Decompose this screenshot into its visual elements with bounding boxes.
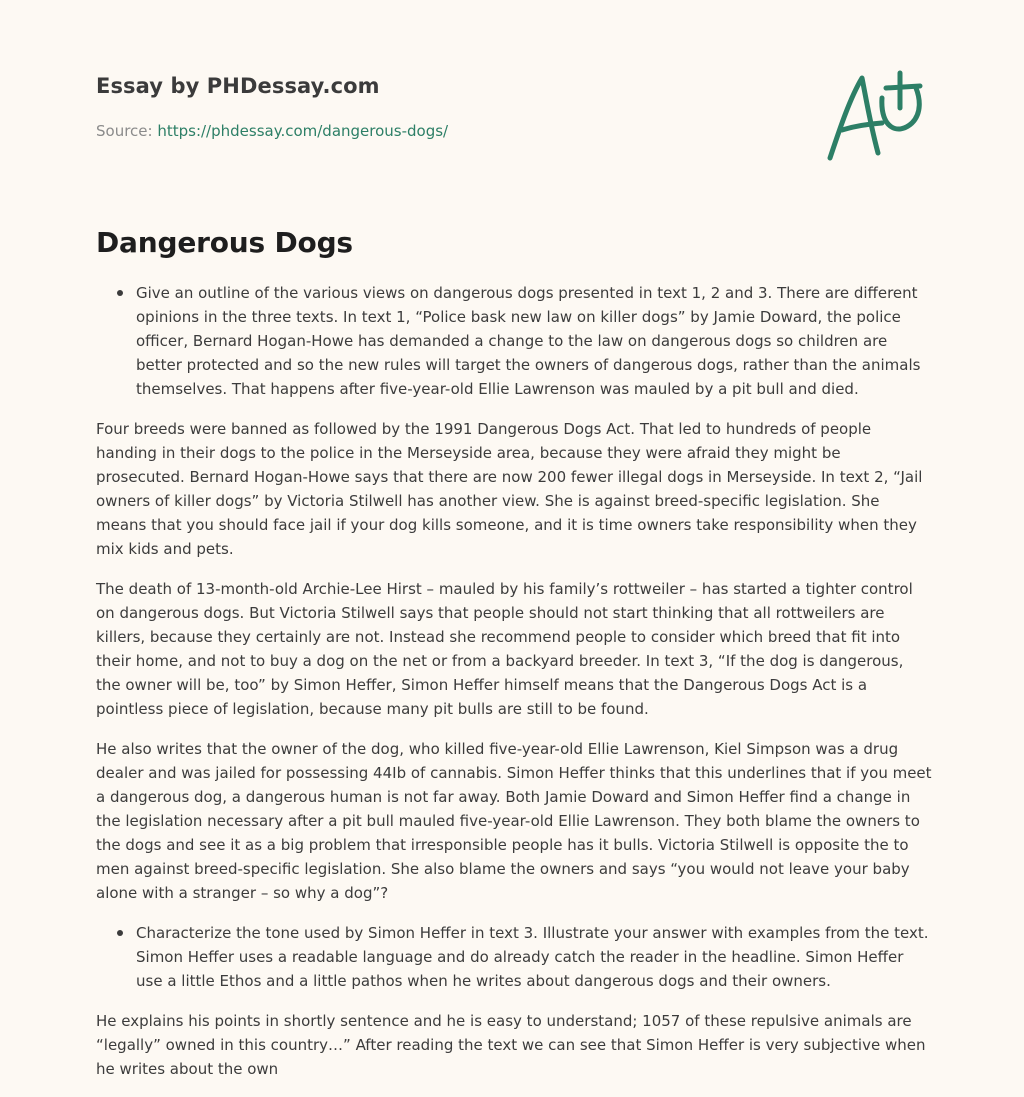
a-plus-icon	[820, 68, 930, 168]
bullet-list	[96, 281, 932, 401]
bullet-dot-icon	[117, 930, 123, 936]
paragraph: The death of 13-month-old Archie-Lee Hirst – mauled by his family’s rottweiler – has started a tighter control on dangerous dogs. But Victoria Stilwell says that people should not start thinking that all rottweilers are killers, because they certainly are not. Instead she recommend people to consider which breed that fit into their home, and not to buy a dog on the net or from a backyard breeder. In text 3, “If the dog is dangerous, the owner will be, too” by Simon Heffer, Simon Heffer himself means that the Dangerous Dogs Act is a pointless piece of legislation, because many pit bulls are still to be found.	[96, 580, 913, 718]
source-line	[96, 122, 796, 140]
page-header	[96, 74, 796, 140]
bullet-item	[136, 281, 932, 401]
brand-title: Essay by PHDessay.com	[96, 74, 380, 98]
bullet-dot-icon	[117, 290, 123, 296]
bullet-list	[96, 921, 932, 993]
bullet-item	[136, 921, 932, 993]
bullet-text: Characterize the tone used by Simon Heffer in text 3. Illustrate your answer with examples from the text. Simon Heffer uses a readable language and do already catch the reader in the headline. Simon Heffer use a little Ethos and a little pathos when he writes about dangerous dogs and their owners.	[136, 924, 929, 990]
article-title: Dangerous Dogs	[96, 226, 353, 259]
source-label: Source:	[96, 122, 158, 140]
paragraph: Four breeds were banned as followed by the 1991 Dangerous Dogs Act. That led to hundreds of people handing in their dogs to the police in the Merseyside area, because they were afraid they might be prosecuted. Bernard Hogan-Howe says that there are now 200 fewer illegal dogs in Merseyside. In text 2, “Jail owners of killer dogs” by Victoria Stilwell has another view. She is against breed-specific legislation. She means that you should face jail if your dog kills someone, and it is time owners take responsibility when they mix kids and pets.	[96, 420, 923, 558]
paragraph: He also writes that the owner of the dog, who killed five-year-old Ellie Lawrenson, Kiel Simpson was a drug dealer and was jailed for possessing 44Ib of cannabis. Simon Heffer thinks that this underlines that if you meet a dangerous dog, a dangerous human is not far away. Both Jamie Doward and Simon Heffer find a change in the legislation necessary after a pit bull mauled five-year-old Ellie Lawrenson. They both blame the owners to the dogs and see it as a big problem that irresponsible people has it bulls. Victoria Stilwell is opposite the to men against breed-specific legislation. She also blame the owners and says “you would not leave your baby alone with a stranger – so why a dog”?	[96, 740, 932, 902]
bullet-text: Give an outline of the various views on dangerous dogs presented in text 1, 2 and 3. There are different opinions in the three texts. In text 1, “Police bask new law on killer dogs” by Jamie Doward, the police officer, Bernard Hogan-Howe has demanded a change to the law on dangerous dogs so children are better protected and so the new rules will target the owners of dangerous dogs, rather than the animals themselves. That happens after five-year-old Ellie Lawrenson was mauled by a pit bull and died.	[136, 284, 921, 398]
article-body	[96, 281, 932, 1081]
paragraph: He explains his points in shortly sentence and he is easy to understand; 1057 of these repulsive animals are “legally” owned in this country…” After reading the text we can see that Simon Heffer is very subjective when he writes about the own	[96, 1012, 926, 1078]
article	[96, 226, 932, 1097]
source-link[interactable]: https://phdessay.com/dangerous-dogs/	[157, 122, 449, 140]
